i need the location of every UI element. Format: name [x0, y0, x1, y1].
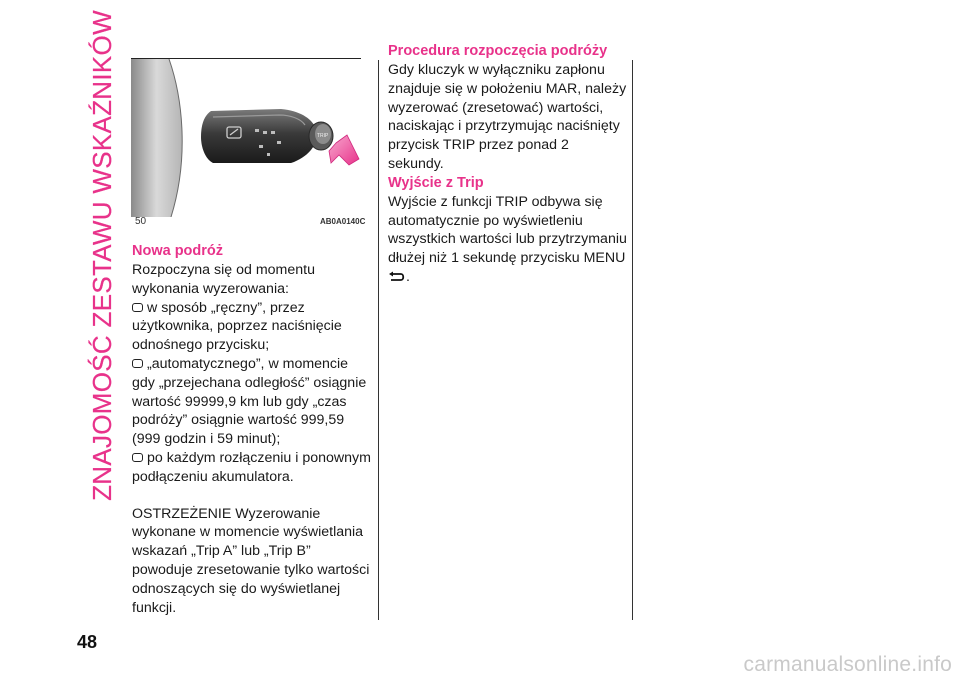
warning-note: OSTRZEŻENIE Wyzerowanie wykonane w momencie wyświetlania wskazań „Trip A” lub „Trip B” powoduje zresetowanie tylko wartości odnoszących się do wyświetlanej funkcji.: [132, 505, 370, 616]
pointer-arrow-icon: [329, 135, 359, 165]
heading-new-trip: Nowa podróż: [132, 243, 224, 259]
steering-column-shape: [131, 59, 182, 217]
right-column: [388, 42, 628, 287]
section-side-title: [82, 9, 122, 501]
column-divider: [632, 60, 633, 620]
bullet-item: [132, 299, 372, 355]
trip-button-label: TRIP: [317, 133, 329, 139]
bullet-square-icon: [132, 359, 143, 368]
exit-trip-text-body: Wyjście z funkcji TRIP odbywa się automatycznie po wyświetleniu wszystkich wartości lub przytrzymaniu dłużej niż 1 sekundę przycisku MENU: [388, 193, 627, 267]
bullet-item: [132, 355, 372, 449]
bullet-item: [132, 449, 372, 487]
return-arrow-icon: [388, 271, 406, 283]
page-number: 48: [77, 632, 98, 652]
figure-number: 50: [135, 216, 147, 227]
bullet-square-icon: [132, 453, 143, 462]
watermark: carmanualsonline.info: [743, 653, 952, 676]
figure-stalk-illustration: [131, 58, 361, 217]
column-divider: [378, 60, 379, 620]
new-trip-intro: Rozpoczyna się od momentu wykonania wyzerowania:: [132, 262, 315, 297]
left-column: [132, 242, 372, 617]
exit-trip-text-end: .: [406, 268, 410, 285]
bullet-text: po każdym rozłączeniu i ponownym podłączeniu akumulatora.: [132, 449, 371, 485]
section-side-title-text: ZNAJOMOŚĆ ZESTAWU WSKAŹNIKÓW: [86, 9, 117, 501]
heading-exit-trip: Wyjście z Trip: [388, 174, 484, 191]
exit-trip-text: [388, 193, 628, 287]
trip-procedure-text: Gdy kluczyk w wyłączniku zapłonu znajduje się w położeniu MAR, należy wyzerować (zresetować) wartości, naciskając i przytrzymując naciśnięty przycisk TRIP przez ponad 2 sekundy.: [388, 62, 627, 172]
bullet-square-icon: [132, 303, 143, 312]
heading-trip-procedure: Procedura rozpoczęcia podróży: [388, 43, 608, 59]
stalk-illustration: [131, 59, 361, 217]
bullet-text: „automatycznego”, w momencie gdy „przejechana odległość” osiągnie wartość 99999,9 km lub gdy „czas podróży” osiągnie wartość 999,59 (999 godzin i 59 minut);: [132, 355, 367, 448]
bullet-text: w sposób „ręczny”, przez użytkownika, poprzez naciśnięcie odnośnego przycisku;: [132, 299, 342, 354]
figure-code: AB0A0140C: [320, 217, 366, 226]
